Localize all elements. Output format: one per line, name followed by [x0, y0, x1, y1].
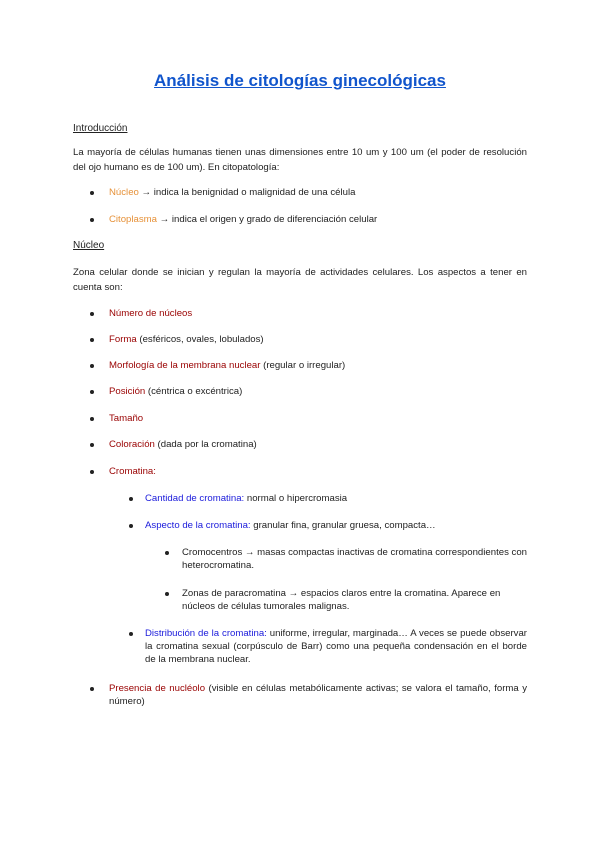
list-item-term: Coloración	[109, 439, 155, 450]
list-item	[109, 333, 264, 346]
list-item-term: Forma	[109, 334, 137, 345]
list-item-text: (céntrica o excéntrica)	[145, 386, 243, 397]
bullet-icon	[165, 551, 169, 555]
sub-sub-list-item: Zonas de paracromatina → espacios claros entre la cromatina. Aparece en núcleos de células tumorales malignas.	[182, 588, 501, 612]
bullet-icon	[90, 687, 94, 691]
bullet-icon	[90, 312, 94, 316]
list-item-term: Tamaño	[109, 413, 144, 424]
list-item-text: (dada por la cromatina)	[154, 439, 257, 450]
bullet-icon	[129, 497, 133, 501]
sub-list-item-text: granular fina, granular gruesa, compacta…	[250, 520, 436, 531]
bullet-icon	[129, 524, 133, 528]
sub-list-item-text: normal o hipercromasia	[244, 493, 348, 504]
section-heading-nucleo: Núcleo	[73, 240, 105, 251]
list-item-text: → indica la benignidad o malignidad de una célula	[138, 187, 356, 198]
bullet-icon	[90, 364, 94, 368]
intro-paragraph: La mayoría de células humanas tienen unas dimensiones entre 10 um y 100 um (el poder de resolución del ojo humano es de 100 um). En citopatología:	[73, 147, 527, 173]
sub-list-item-term: Distribución de la cromatina:	[145, 628, 267, 639]
bullet-icon	[165, 592, 169, 596]
list-item	[109, 186, 355, 199]
page-title: Análisis de citologías ginecológicas	[154, 71, 446, 90]
list-item-text: (esféricos, ovales, lobulados)	[136, 334, 264, 345]
sub-list-item	[145, 519, 436, 532]
list-item	[109, 213, 377, 226]
list-item-text: → indica el origen y grado de diferenciación celular	[157, 214, 378, 225]
bullet-icon	[90, 338, 94, 342]
list-item	[109, 307, 192, 320]
sub-list-item	[145, 492, 347, 505]
bullet-icon	[90, 218, 94, 222]
section-heading-introduccion: Introducción	[73, 123, 128, 134]
bullet-icon	[90, 417, 94, 421]
list-item	[109, 359, 345, 372]
list-item-term: Posición	[109, 386, 146, 397]
list-item	[109, 438, 257, 451]
list-item	[109, 385, 242, 398]
list-item-text: (regular o irregular)	[260, 360, 346, 371]
bullet-icon	[129, 632, 133, 636]
sub-list-item-term: Aspecto de la cromatina:	[145, 520, 251, 531]
bullet-icon	[90, 191, 94, 195]
list-item-text: (visible en células metabólicamente activas; se valora el tamaño, forma y número)	[109, 683, 527, 707]
list-item	[109, 465, 156, 478]
list-item	[109, 412, 143, 425]
bullet-icon	[90, 390, 94, 394]
list-item-term: Morfología de la membrana nuclear	[109, 360, 261, 371]
bullet-icon	[90, 470, 94, 474]
sub-list-item-text: uniforme, irregular, marginada… A veces se puede observar la cromatina sexual (corpúsculo de Barr) como una pequeña condensación en el borde de la membrana nuclear.	[145, 628, 527, 665]
list-item-term: Presencia de nucléolo	[109, 683, 206, 694]
nucleo-paragraph: Zona celular donde se inician y regulan la mayoría de actividades celulares. Los aspectos a tener en cuenta son:	[73, 267, 527, 293]
sub-sub-list-item: Cromocentros → masas compactas inactivas de cromatina correspondientes con heterocromatina.	[182, 547, 527, 571]
list-item-term: Número de núcleos	[109, 308, 193, 319]
list-item-term: Cromatina:	[109, 466, 156, 477]
sub-list-item	[145, 627, 527, 666]
list-item	[109, 682, 527, 708]
list-item-term: Núcleo	[109, 187, 139, 198]
bullet-icon	[90, 443, 94, 447]
list-item-term: Citoplasma	[109, 214, 157, 225]
sub-list-item-term: Cantidad de cromatina:	[145, 493, 245, 504]
